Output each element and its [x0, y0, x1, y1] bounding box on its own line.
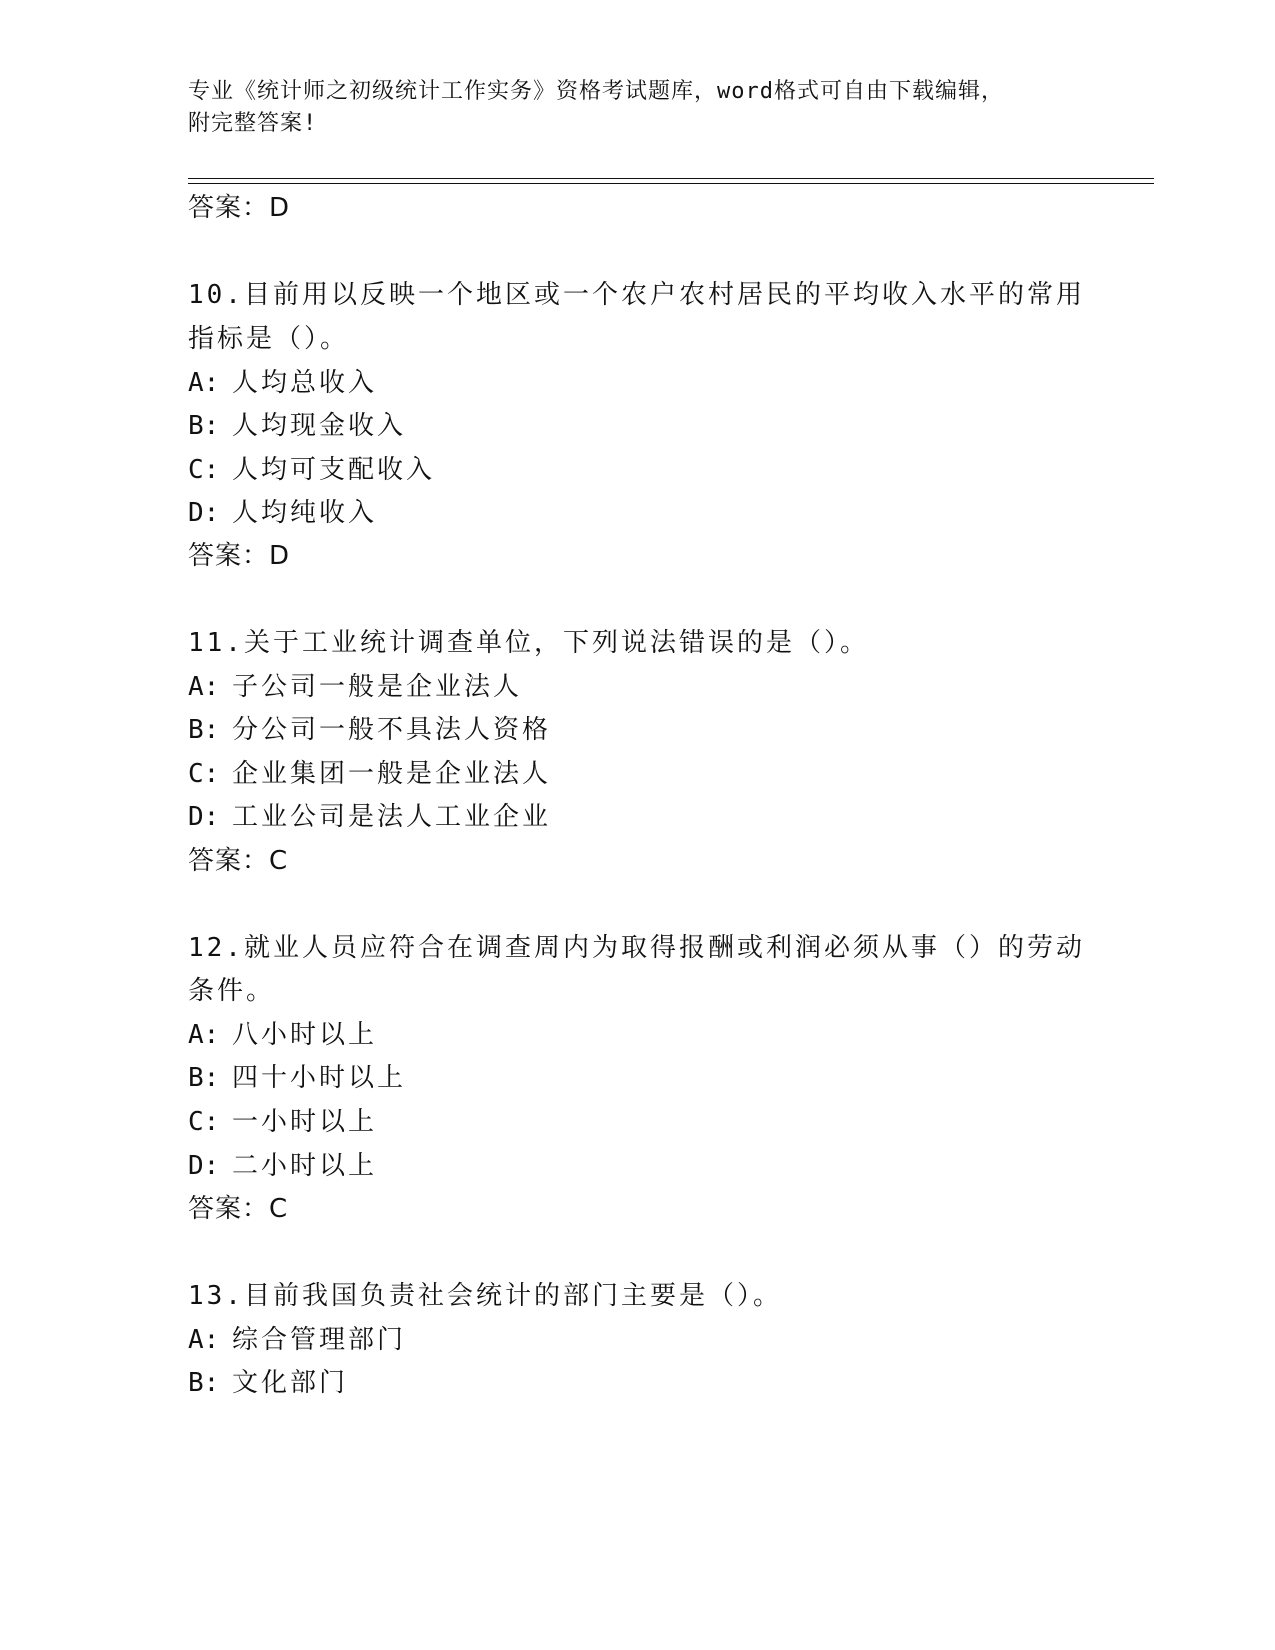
option-text: 分公司一般不具法人资格 — [232, 715, 552, 745]
option-c — [188, 447, 435, 493]
option-letter: D: — [188, 498, 220, 528]
question-12-line-1: 12.就业人员应符合在调查周内为取得报酬或利润必须从事（）的劳动 — [188, 933, 1085, 963]
option-text: 文化部门 — [232, 1368, 349, 1398]
option-b — [188, 1360, 348, 1406]
option-letter: B: — [188, 715, 220, 745]
option-text: 人均总收入 — [232, 368, 378, 398]
option-letter: A: — [188, 672, 220, 702]
option-letter: D: — [188, 1151, 220, 1181]
option-text: 一小时以上 — [232, 1107, 378, 1137]
answer-line: 答案：D — [188, 193, 291, 223]
option-text: 子公司一般是企业法人 — [232, 672, 523, 702]
option-text: 综合管理部门 — [232, 1325, 407, 1355]
option-d — [188, 794, 551, 840]
header-line-1: 专业《统计师之初级统计工作实务》资格考试题库，word格式可自由下载编辑， — [188, 79, 1004, 104]
option-b — [188, 1055, 406, 1101]
option-letter: B: — [188, 1063, 220, 1093]
option-d — [188, 490, 377, 536]
option-b — [188, 403, 406, 449]
question-11-line-1: 11.关于工业统计调查单位，下列说法错误的是（）。 — [188, 628, 869, 658]
header-divider-top — [188, 178, 1154, 179]
option-letter: C: — [188, 455, 220, 485]
option-a — [188, 360, 377, 406]
option-text: 人均纯收入 — [232, 498, 378, 528]
option-d — [188, 1143, 377, 1189]
question-10-line-2: 指标是（）。 — [188, 324, 350, 354]
option-letter: C: — [188, 759, 220, 789]
option-c — [188, 1099, 377, 1145]
answer-line: 答案：C — [188, 1194, 289, 1224]
option-letter: B: — [188, 1368, 220, 1398]
option-c — [188, 751, 551, 797]
document-header — [188, 76, 1088, 140]
option-letter: A: — [188, 368, 220, 398]
option-text: 工业公司是法人工业企业 — [232, 802, 552, 832]
option-letter: C: — [188, 1107, 220, 1137]
option-text: 人均可支配收入 — [232, 455, 436, 485]
question-12-line-2: 条件。 — [188, 976, 276, 1006]
option-a — [188, 664, 522, 710]
option-b — [188, 707, 551, 753]
option-text: 八小时以上 — [232, 1020, 378, 1050]
option-letter: B: — [188, 411, 220, 441]
header-divider-bottom — [188, 183, 1154, 184]
option-text: 人均现金收入 — [232, 411, 407, 441]
header-line-2: 附完整答案! — [188, 111, 318, 136]
option-letter: D: — [188, 802, 220, 832]
option-letter: A: — [188, 1325, 220, 1355]
question-10-line-1: 10.目前用以反映一个地区或一个农户农村居民的平均收入水平的常用 — [188, 280, 1085, 310]
question-13-line-1: 13.目前我国负责社会统计的部门主要是（）。 — [188, 1281, 782, 1311]
option-text: 企业集团一般是企业法人 — [232, 759, 552, 789]
option-text: 二小时以上 — [232, 1151, 378, 1181]
option-a — [188, 1317, 406, 1363]
answer-line: 答案：C — [188, 846, 289, 876]
option-text: 四十小时以上 — [232, 1063, 407, 1093]
answer-line: 答案：D — [188, 541, 291, 571]
option-letter: A: — [188, 1020, 220, 1050]
option-a — [188, 1012, 377, 1058]
